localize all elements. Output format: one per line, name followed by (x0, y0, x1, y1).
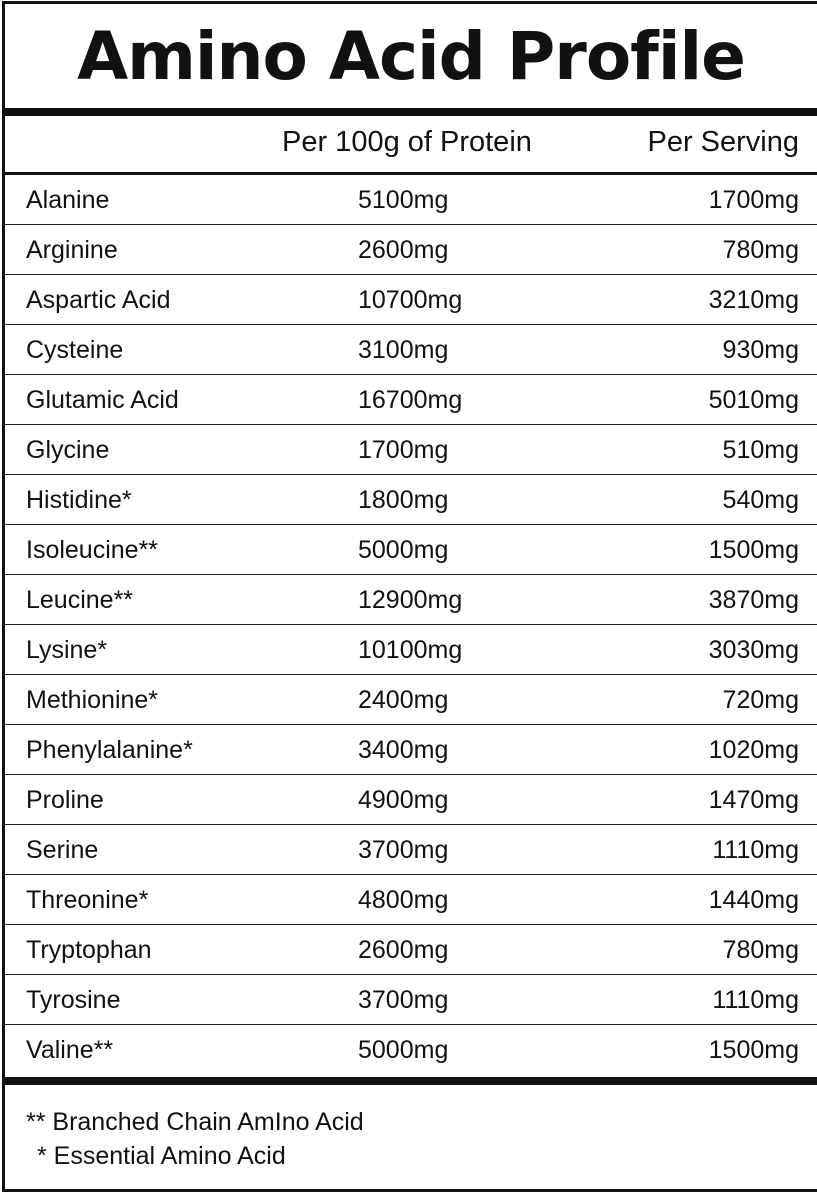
table-row (5, 825, 817, 875)
per100g-value: 3400mg (358, 736, 449, 764)
table-row (5, 925, 817, 975)
per100g-value: 10700mg (358, 286, 463, 314)
per100g-value: 5100mg (358, 186, 449, 214)
per100g-value: 1800mg (358, 486, 449, 514)
footnotes (5, 1085, 817, 1173)
per-serving-value: 780mg (722, 236, 799, 264)
page-title: Amino Acid Profile (77, 17, 745, 95)
amino-acid-name: Glutamic Acid (26, 386, 179, 414)
amino-acid-name: Serine (26, 836, 99, 864)
amino-acid-name: Cysteine (26, 336, 124, 364)
footer-divider (5, 1077, 817, 1085)
table-row (5, 625, 817, 675)
per-serving-value: 1500mg (708, 536, 799, 564)
per100g-value: 1700mg (358, 436, 449, 464)
amino-acid-name: Lysine* (26, 636, 108, 664)
title-divider (5, 108, 817, 116)
per-serving-value: 1440mg (708, 886, 799, 914)
table-row (5, 975, 817, 1025)
per100g-value: 4900mg (358, 786, 449, 814)
per100g-value: 2600mg (358, 936, 449, 964)
table-row (5, 475, 817, 525)
per-serving-value: 720mg (722, 686, 799, 714)
per-serving-value: 3870mg (708, 586, 799, 614)
amino-acid-name: Valine** (26, 1036, 114, 1064)
per100g-value: 12900mg (358, 586, 463, 614)
per100g-value: 2400mg (358, 686, 449, 714)
amino-acid-name: Leucine** (26, 586, 134, 614)
per100g-value: 10100mg (358, 636, 463, 664)
per-serving-value: 780mg (722, 936, 799, 964)
amino-acid-name: Aspartic Acid (26, 286, 171, 314)
table-row (5, 325, 817, 375)
amino-acid-name: Arginine (26, 236, 118, 264)
table-row (5, 425, 817, 475)
per100g-value: 3700mg (358, 836, 449, 864)
table-row (5, 225, 817, 275)
table-row (5, 175, 817, 225)
per-serving-value: 5010mg (708, 386, 799, 414)
per-serving-value: 1110mg (712, 986, 799, 1014)
amino-acid-name: Glycine (26, 436, 110, 464)
table-row (5, 675, 817, 725)
table-row (5, 1025, 817, 1075)
table-row (5, 725, 817, 775)
per-serving-value: 1500mg (708, 1036, 799, 1064)
per-serving-value: 1700mg (708, 186, 799, 214)
amino-acid-name: Proline (26, 786, 104, 814)
column-header-per-serving: Per Serving (647, 126, 799, 158)
per100g-value: 16700mg (358, 386, 463, 414)
per100g-value: 3700mg (358, 986, 449, 1014)
per100g-value: 2600mg (358, 236, 449, 264)
per-serving-value: 540mg (722, 486, 799, 514)
amino-acid-name: Methionine* (26, 686, 159, 714)
per100g-value: 5000mg (358, 536, 449, 564)
amino-acid-name: Isoleucine** (26, 536, 159, 564)
table-row (5, 375, 817, 425)
footnote-bcaa: ** Branched Chain AmIno Acid (26, 1108, 364, 1136)
table-row (5, 575, 817, 625)
column-header-per100g: Per 100g of Protein (282, 126, 532, 158)
table-body (5, 175, 817, 1075)
amino-acid-name: Histidine* (26, 486, 132, 514)
amino-acid-panel (2, 1, 817, 1192)
table-row (5, 775, 817, 825)
amino-acid-name: Tyrosine (26, 986, 121, 1014)
footnote-essential: * Essential Amino Acid (37, 1142, 286, 1170)
amino-acid-name: Phenylalanine* (26, 736, 193, 764)
amino-acid-name: Tryptophan (26, 936, 152, 964)
per100g-value: 5000mg (358, 1036, 449, 1064)
per100g-value: 3100mg (358, 336, 449, 364)
per100g-value: 4800mg (358, 886, 449, 914)
per-serving-value: 1020mg (708, 736, 799, 764)
table-row (5, 875, 817, 925)
per-serving-value: 1470mg (708, 786, 799, 814)
table-row (5, 525, 817, 575)
per-serving-value: 510mg (722, 436, 799, 464)
table-header (5, 116, 817, 175)
amino-acid-name: Alanine (26, 186, 110, 214)
per-serving-value: 1110mg (712, 836, 799, 864)
per-serving-value: 3030mg (708, 636, 799, 664)
per-serving-value: 930mg (722, 336, 799, 364)
amino-acid-name: Threonine* (26, 886, 149, 914)
per-serving-value: 3210mg (708, 286, 799, 314)
table-row (5, 275, 817, 325)
